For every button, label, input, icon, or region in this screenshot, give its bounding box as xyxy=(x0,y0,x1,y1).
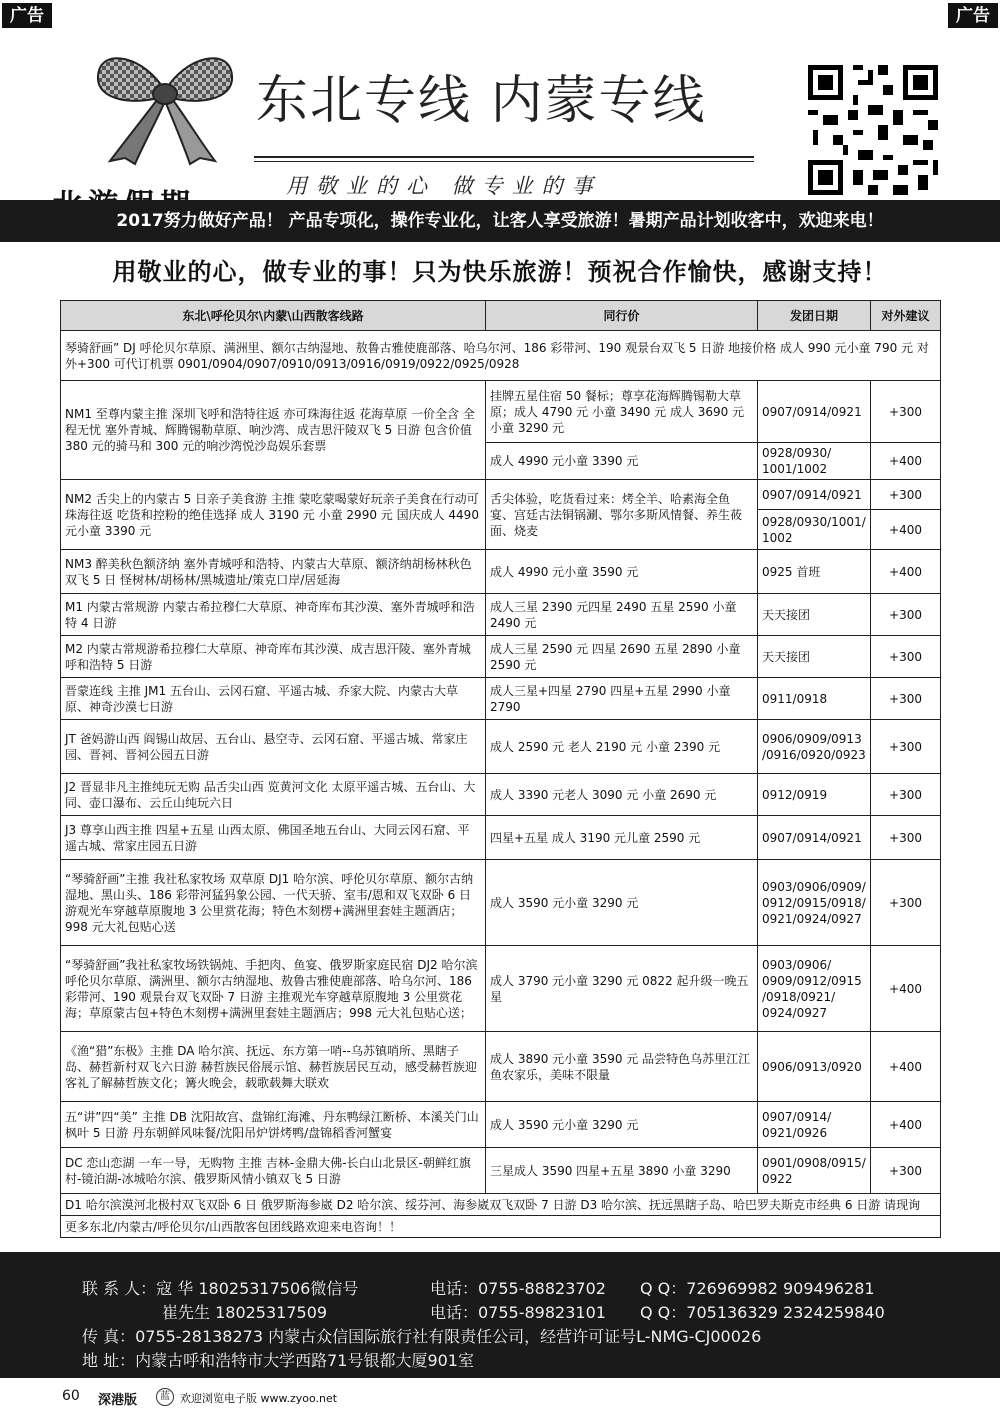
cell-advice: +300 xyxy=(871,480,941,510)
cell-date: 0912/0919 xyxy=(758,774,871,816)
table-row xyxy=(61,860,941,946)
cell-line: 晋蒙连线 主推 JM1 五台山、云冈石窟、平遥古城、乔家大院、内蒙古大草原、神奇沙漠七日游 xyxy=(61,678,486,720)
table-row xyxy=(61,946,941,1032)
cell-advice: +400 xyxy=(871,550,941,594)
qr-code-icon[interactable] xyxy=(803,60,943,200)
cell-line: J3 尊享山西主推 四星+五星 山西太原、佛国圣地五台山、大同云冈石窟、平遥古城、常家庄园五日游 xyxy=(61,816,486,860)
cell-date: 0925 首班 xyxy=(758,550,871,594)
cell-line: NM1 至尊内蒙主推 深圳飞呼和浩特往返 亦可珠海往返 花海草原 一价全含 全程无忧 塞外青城、辉腾锡勒草原、响沙湾、成吉思汗陵双飞 5 日游 包含价值 380 元的骑马和 300 元的响沙湾悦沙岛娱乐套票 xyxy=(61,381,486,480)
cell-line: JT 爸妈游山西 阎锡山故居、五台山、悬空寺、云冈石窟、平遥古城、常家庄园、晋祠、晋祠公园五日游 xyxy=(61,720,486,774)
table-row xyxy=(61,1216,941,1238)
slogan: 用敬业的心 做专业的事 xyxy=(286,174,602,198)
header-price: 同行价 xyxy=(486,301,758,331)
cell-price: 成人 3590 元小童 3290 元 xyxy=(486,1102,758,1148)
table-row xyxy=(61,1148,941,1194)
table-row xyxy=(61,774,941,816)
edition-badge-icon: 蓝 xyxy=(156,1388,174,1406)
cell-advice: +400 xyxy=(871,1102,941,1148)
cell-price: 成人三星 2390 元四星 2490 五星 2590 小童 2490 元 xyxy=(486,594,758,636)
cell-price: 三星成人 3590 四星+五星 3890 小童 3290 xyxy=(486,1148,758,1194)
cell-price: 挂牌五星住宿 50 餐标；尊享花海辉腾锡勒大草原；成人 4790 元 小童 3490 元 成人 3690 元 小童 3290 元 xyxy=(486,381,758,443)
cell-advice: +400 xyxy=(871,1032,941,1102)
cell-advice: +300 xyxy=(871,816,941,860)
table-row xyxy=(61,480,941,510)
cell-line: J2 晋显非凡主推纯玩无购 品舌尖山西 览黄河文化 太原平遥古城、五台山、大同、壶口瀑布、云丘山纯玩六日 xyxy=(61,774,486,816)
address: 地 址：内蒙古呼和浩特市大学西路71号银都大厦901室 xyxy=(82,1351,474,1370)
cell-line: NM2 舌尖上的内蒙古 5 日亲子美食游 主推 蒙吃蒙喝蒙好玩亲子美食在行动可珠海往返 吃货和控粉的绝佳选择 成人 3190 元 小童 2990 元 国庆成人 4490 元小童 3390 元 xyxy=(61,480,486,550)
cell-price: 成人 4990 元小童 3590 元 xyxy=(486,550,758,594)
table-row xyxy=(61,678,941,720)
headline: 用敬业的心，做专业的事！只为快乐旅游！预祝合作愉快，感谢支持！ xyxy=(112,258,888,286)
cell-d-routes: D1 哈尔滨漠河北极村双飞双卧 6 日 俄罗斯海参崴 D2 哈尔滨、绥芬河、海参崴双飞双卧 7 日游 D3 哈尔滨、抚远黑瞎子岛、哈巴罗夫斯克市经典 6 日游 请现询 xyxy=(61,1194,941,1216)
cell-advice: +300 xyxy=(871,381,941,443)
promo-banner: 2017努力做好产品！ 产品专项化，操作专业化，让客人享受旅游！暑期产品计划收客中，欢迎来电！ xyxy=(0,200,1000,242)
table-row xyxy=(61,1032,941,1102)
cell-price: 成人 3890 元小童 3590 元 品尝特色乌苏里江江鱼农家乐，美味不限量 xyxy=(486,1032,758,1102)
cell-advice: +300 xyxy=(871,594,941,636)
cell-line: “琴骑舒画”我社私家牧场铁锅炖、手把肉、鱼宴、俄罗斯家庭民宿 DJ2 哈尔滨呼伦贝尔草原、满洲里、额尔古纳湿地、敖鲁古雅使鹿部落、哈乌尔河、186 彩带河、190 观景台双飞双卧 7 日游 主推观光车穿越草原腹地 3 公里赏花海；草原蒙古包+特色木刻楞+满洲里套娃主题酒店；998 元大礼包贴心送； xyxy=(61,946,486,1032)
cell-advice: +300 xyxy=(871,774,941,816)
phone-1[interactable]: 电话：0755-88823702 xyxy=(430,1279,606,1298)
cell-line: 《渔“猎”东极》主推 DA 哈尔滨、抚远、东方第一哨--乌苏镇哨所、黑瞎子岛、赫哲新村双飞六日游 赫哲族民俗展示馆、赫哲族居民互动，感受赫哲族迎客礼了解赫哲族文化；篝火晚会，载歌载舞大联欢 xyxy=(61,1032,486,1102)
cell-date: 0907/0914/0921 xyxy=(758,816,871,860)
table-row xyxy=(61,1102,941,1148)
cell-line: DC 恋山恋湖 一车一导，无购物 主推 吉林-金鼎大佛-长白山北景区-朝鲜红旗村-镜泊湖-冰城哈尔滨、俄罗斯风情小镇双飞 5 日游 xyxy=(61,1148,486,1194)
main-title: 东北专线 内蒙专线 xyxy=(256,71,707,131)
cell-date: 0906/0909/0913 /0916/0920/0923 xyxy=(758,720,871,774)
cell-date: 0907/0914/0921 xyxy=(758,480,871,510)
cell-line: NM3 醉美秋色额济纳 塞外青城呼和浩特、内蒙古大草原、额济纳胡杨林秋色双飞 5 日 怪树林/胡杨林/黑城遗址/策克口岸/居延海 xyxy=(61,550,486,594)
cell-date: 0928/0930/1001/ 1002 xyxy=(758,510,871,550)
cell-advice: +400 xyxy=(871,443,941,480)
fax-license: 传 真：0755-28138273 内蒙古众信国际旅行社有限责任公司，经营许可证号L-NMG-CJ00026 xyxy=(82,1327,762,1346)
bow-logo-icon xyxy=(90,46,240,166)
cell-price: 舌尖体验，吃货看过来：烤全羊、哈素海全鱼宴、宫廷古法铜锅涮、鄂尔多斯风情餐、养生莜面、烧麦 xyxy=(486,480,758,550)
table-row xyxy=(61,1194,941,1216)
cell-advice: +300 xyxy=(871,678,941,720)
cell-date: 0906/0913/0920 xyxy=(758,1032,871,1102)
title-divider-thin xyxy=(254,161,754,162)
cell-date: 0928/0930/ 1001/1002 xyxy=(758,443,871,480)
cell-line: M2 内蒙古常规游希拉穆仁大草原、神奇库布其沙漠、成吉思汗陵、塞外青城呼和浩特 5 日游 xyxy=(61,636,486,678)
route-table xyxy=(60,300,941,1238)
cell-date: 0907/0914/0921 xyxy=(758,381,871,443)
ad-label-right: 广告 xyxy=(948,3,998,30)
page-number: 60 xyxy=(62,1388,80,1404)
header-line: 东北\呼伦贝尔\内蒙\山西散客线路 xyxy=(61,301,486,331)
contact-footer xyxy=(0,1252,1000,1378)
table-row xyxy=(61,636,941,678)
cell-more-routes: 更多东北/内蒙古/呼伦贝尔/山西散客包团线路欢迎来电咨询！！ xyxy=(61,1216,941,1238)
cell-price: 四星+五星 成人 3190 元儿童 2590 元 xyxy=(486,816,758,860)
header-date: 发团日期 xyxy=(758,301,871,331)
cell-advice: +300 xyxy=(871,1148,941,1194)
ad-label-left: 广告 xyxy=(2,3,52,30)
cell-price: 成人 4990 元小童 3390 元 xyxy=(486,443,758,480)
table-row xyxy=(61,816,941,860)
table-header-row xyxy=(61,301,941,331)
cell-dj-summary: 琴骑舒画” DJ 呼伦贝尔草原、满洲里、额尔古纳湿地、敖鲁古雅使鹿部落、哈乌尔河、186 彩带河、190 观景台双飞 5 日游 地接价格 成人 990 元小童 790 元 对外+300 可代订机票 0901/0904/0907/0910/0913/0916/0919/0922/0925/0928 xyxy=(61,331,941,381)
cell-price: 成人 3790 元小童 3290 元 0822 起升级一晚五星 xyxy=(486,946,758,1032)
cell-price: 成人 3590 元小童 3290 元 xyxy=(486,860,758,946)
cell-date: 0911/0918 xyxy=(758,678,871,720)
table-row xyxy=(61,720,941,774)
phone-2[interactable]: 电话：0755-89823101 xyxy=(430,1303,606,1322)
cell-advice: +300 xyxy=(871,636,941,678)
cell-advice: +400 xyxy=(871,510,941,550)
cell-date: 0901/0908/0915/ 0922 xyxy=(758,1148,871,1194)
cell-date: 天天接团 xyxy=(758,636,871,678)
ad-header xyxy=(0,28,1000,200)
edition-label: 深港版 xyxy=(98,1393,138,1408)
page-footer xyxy=(0,1386,1000,1410)
cell-price: 成人三星 2590 元 四星 2690 五星 2890 小童 2590 元 xyxy=(486,636,758,678)
cell-date: 0903/0906/0909/ 0912/0915/0918/ 0921/0924/0927 xyxy=(758,860,871,946)
cell-advice: +300 xyxy=(871,720,941,774)
cell-date: 0907/0914/ 0921/0926 xyxy=(758,1102,871,1148)
route-table-wrap xyxy=(60,300,940,1238)
cell-advice: +400 xyxy=(871,946,941,1032)
website-link[interactable]: 欢迎浏览电子版 www.zyoo.net xyxy=(180,1392,338,1405)
cell-advice: +300 xyxy=(871,860,941,946)
table-row xyxy=(61,381,941,443)
cell-price: 成人 2590 元 老人 2190 元 小童 2390 元 xyxy=(486,720,758,774)
contact-person-2: 崔先生 18025317509 xyxy=(162,1303,328,1322)
cell-date: 天天接团 xyxy=(758,594,871,636)
contact-person-1: 联 系 人：寇 华 18025317506微信号 xyxy=(82,1279,359,1298)
qq-1: Q Q：726969982 909496281 xyxy=(640,1279,875,1298)
title-divider xyxy=(254,156,754,158)
table-row xyxy=(61,550,941,594)
header-advice: 对外建议 xyxy=(871,301,941,331)
cell-line: 五“讲”四“美” 主推 DB 沈阳故宫、盘锦红海滩、丹东鸭绿江断桥、本溪关门山枫叶 5 日游 丹东朝鲜风味餐/沈阳吊炉饼烤鸭/盘锦稻香河蟹宴 xyxy=(61,1102,486,1148)
cell-line: “琴骑舒画”主推 我社私家牧场 双草原 DJ1 哈尔滨、呼伦贝尔草原、额尔古纳湿地、黑山头、186 彩带河猛犸象公园、一代天骄、室韦/恩和双飞双卧 6 日游观光车穿越草原腹地 3 公里赏花海；特色木刻楞+满洲里套娃主题酒店； 998 元大礼包贴心送 xyxy=(61,860,486,946)
table-row xyxy=(61,331,941,381)
cell-price: 成人三星+四星 2790 四星+五星 2990 小童 2790 xyxy=(486,678,758,720)
table-row xyxy=(61,594,941,636)
cell-price: 成人 3390 元老人 3090 元 小童 2690 元 xyxy=(486,774,758,816)
qq-2: Q Q：705136329 2324259840 xyxy=(640,1303,885,1322)
cell-date: 0903/0906/ 0909/0912/0915 /0918/0921/ 0924/0927 xyxy=(758,946,871,1032)
cell-line: M1 内蒙古常规游 内蒙古希拉穆仁大草原、神奇库布其沙漠、塞外青城呼和浩特 4 日游 xyxy=(61,594,486,636)
